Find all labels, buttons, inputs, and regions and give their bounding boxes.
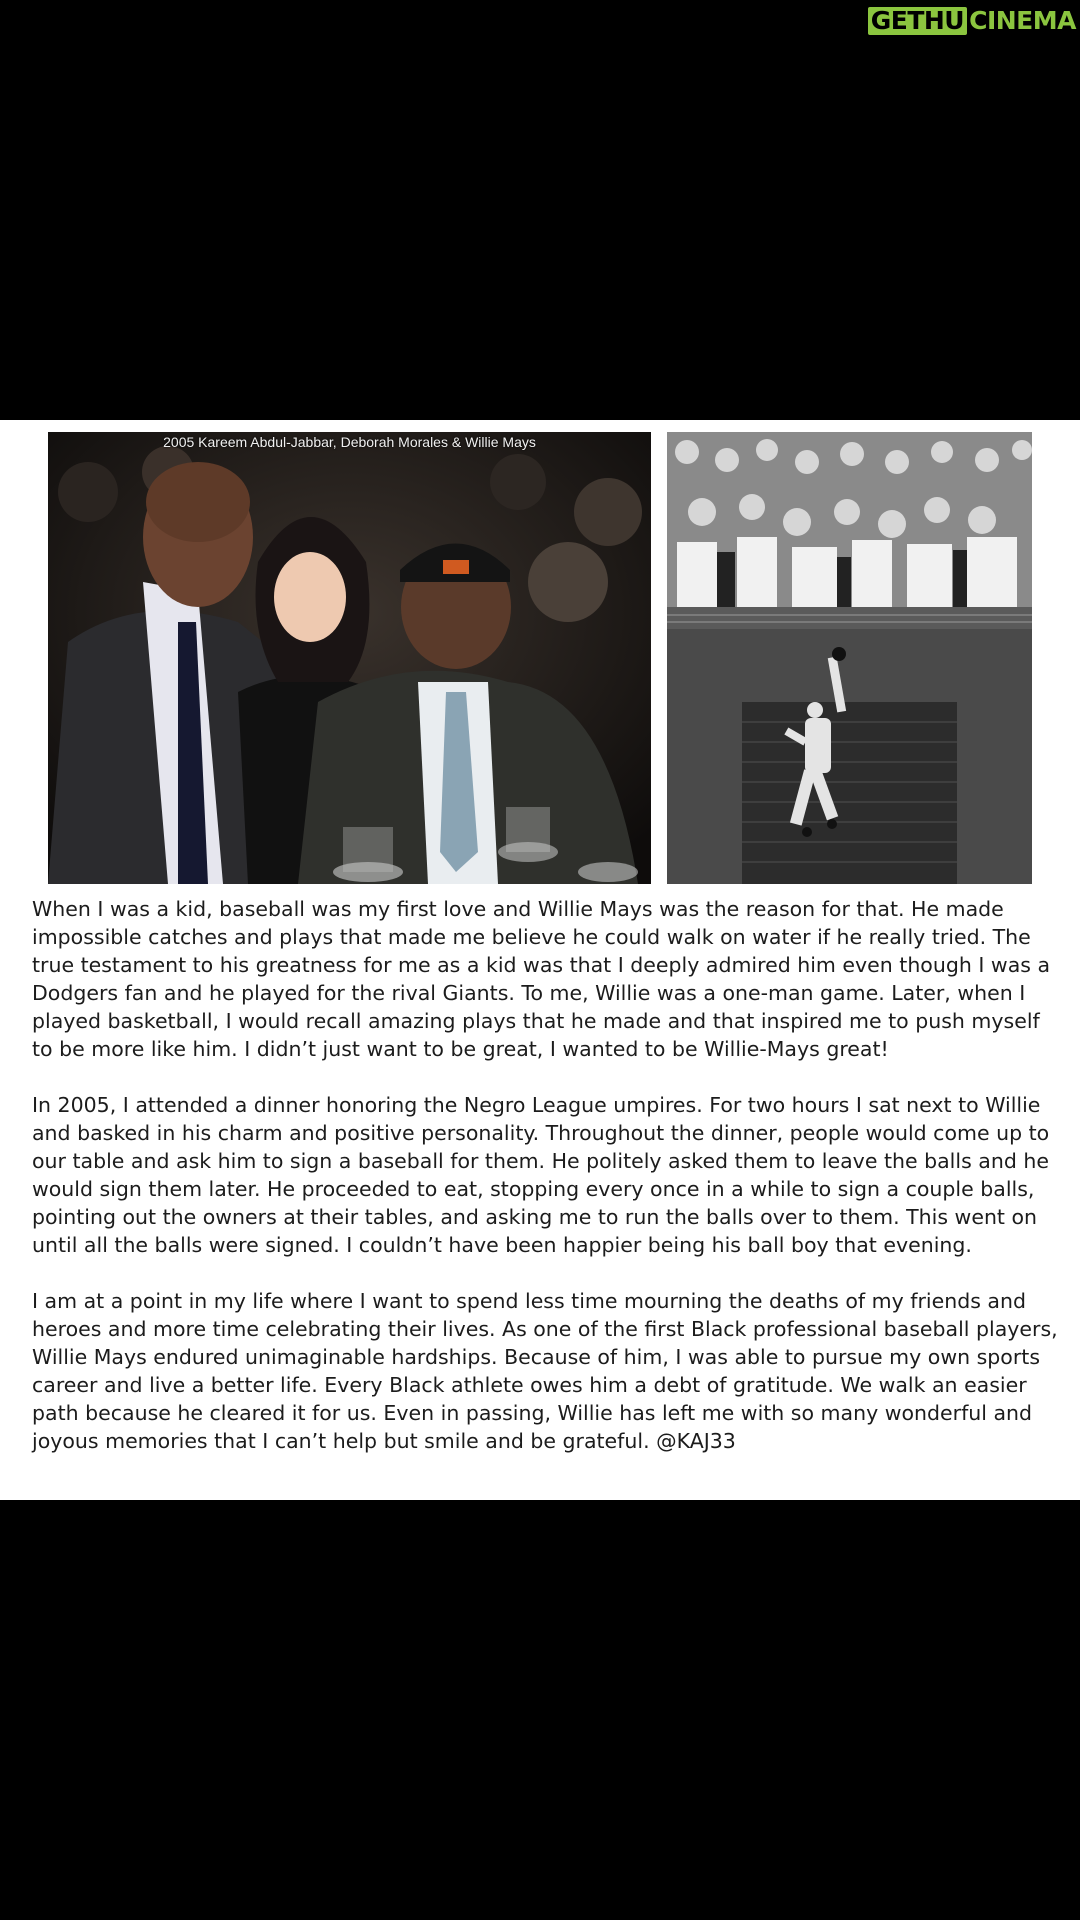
- logo-part-1: GETHU: [868, 7, 967, 35]
- gethu-cinema-logo: [868, 6, 1076, 36]
- article-body: [32, 895, 1062, 1483]
- photo-caption: 2005 Kareem Abdul-Jabbar, Deborah Morales & Willie Mays: [163, 434, 536, 450]
- video-top-letterbox: [0, 0, 1080, 420]
- dinner-photo: [48, 432, 651, 884]
- paragraph-2: In 2005, I attended a dinner honoring the Negro League umpires. For two hours I sat next to Willie and basked in his charm and positive personality. Throughout the dinner, people would come up to our table and ask him to sign a baseball for them. He politely asked them to leave the balls and he would sign them later. He proceeded to eat, stopping every once in a while to sign a couple balls, pointing out the owners at their tables, and asking me to run the balls over to them. This went on until all the balls were signed. I couldn’t have been happier being his ball boy that evening.: [32, 1093, 1050, 1257]
- paragraph-3: I am at a point in my life where I want to spend less time mourning the deaths of my friends and heroes and more time celebrating their lives. As one of the first Black professional baseball players, Willie Mays endured unimaginable hardships. Because of him, I was able to pursue my own sports career and live a better life. Every Black athlete owes him a debt of gratitude. We walk an easier path because he cleared it for us. Even in passing, Willie has left me with so many wonderful and joyous memories that I can’t help but smile and be grateful. @KAJ33: [32, 1289, 1058, 1453]
- video-bottom-letterbox: [0, 1500, 1080, 1920]
- catch-photo: [667, 432, 1032, 884]
- dinner-photo-illustration: [48, 432, 651, 884]
- paragraph-1: When I was a kid, baseball was my first love and Willie Mays was the reason for that. He made impossible catches and plays that made me believe he could walk on water if he really tried. The true testament to his greatness for me as a kid was that I deeply admired him even though I was a Dodgers fan and he played for the rival Giants. To me, Willie was a one-man game. Later, when I played basketball, I would recall amazing plays that he made and that inspired me to push myself to be more like him. I didn’t just want to be great, I wanted to be Willie-Mays great!: [32, 897, 1051, 1061]
- logo-part-2: CINEMA: [969, 6, 1076, 35]
- catch-photo-illustration: [667, 432, 1032, 884]
